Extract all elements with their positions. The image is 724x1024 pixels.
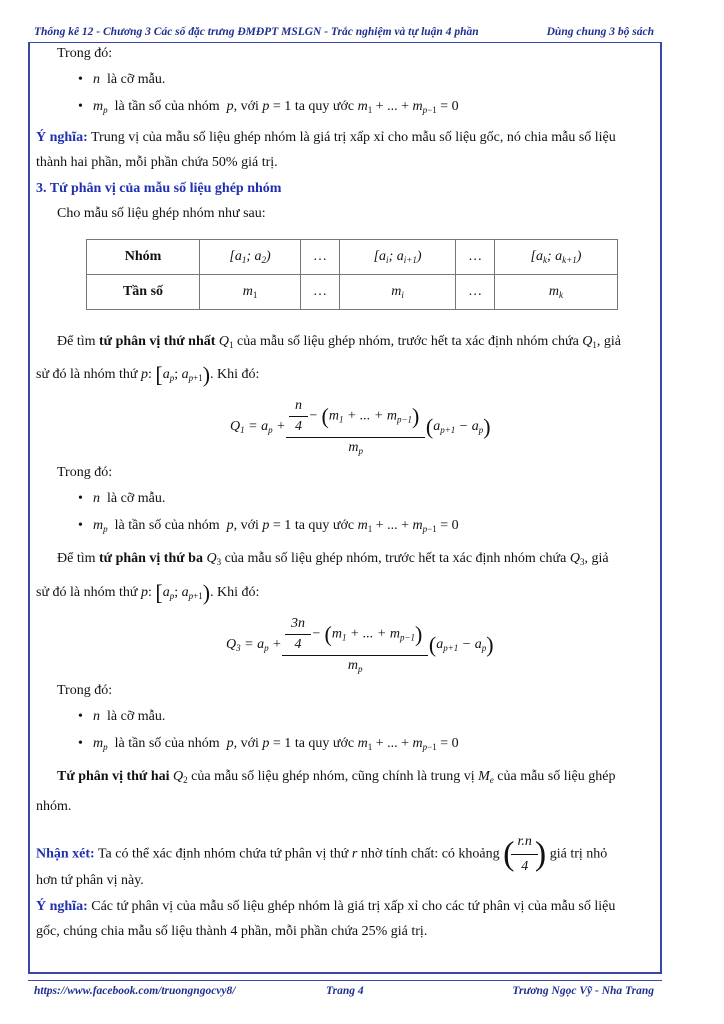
table-cell: [$a_k$; $a_{k+1}$) [494, 240, 617, 275]
trong-do-3: Trong đó: [57, 683, 113, 698]
y-nghia-2: Ý nghĩa: Các tứ phân vị của mẫu số liệu ghép nhóm là giá trị xấp xỉ cho các tứ phân vị của mẫu số liệu [36, 899, 616, 914]
y-nghia-1: Ý nghĩa: Trung vị của mẫu số liệu ghép nhóm là giá trị xấp xỉ cho mẫu số liệu gốc, nó chia mẫu số liệu [36, 130, 616, 145]
q2-text-2: nhóm. [36, 799, 72, 814]
footer-author: Trương Ngọc Vỹ - Nha Trang [512, 985, 654, 997]
table-cell: [$a_i$; $a_{i+1}$) [339, 240, 455, 275]
nhan-xet-2: hơn tứ phân vị này. [36, 873, 144, 888]
table-cell: [$a_1$; $a_2$) [200, 240, 301, 275]
table-cell: … [456, 275, 495, 310]
footer-divider [28, 980, 662, 981]
table-cell: $m_1$ [200, 275, 301, 310]
trong-do-2: Trong đó: [57, 465, 113, 480]
table-cell: $m_i$ [339, 275, 455, 310]
bullet-n-3: • n là cỡ mẫu. [93, 707, 165, 727]
section-3-title: 3. Tứ phân vị của mẫu số liệu ghép nhóm [36, 181, 282, 196]
bullet-mp-2: • $m_p$ là tần số của nhóm p, với p = 1 ta quy ước $m_1$ + ... + $m_{p-1} = 0$ [93, 516, 459, 539]
q1-intro-2: sử đó là nhóm thứ p: [$a_p$; $a_{p+1}$). Khi đó: [36, 362, 260, 387]
q1-intro: Để tìm tứ phân vị thứ nhất $Q_1$ của mẫu số liệu ghép nhóm, trước hết ta xác định nhóm chứa $Q_1$, giả [57, 334, 622, 350]
q3-intro-2: sử đó là nhóm thứ p: [$a_p$; $a_{p+1}$). Khi đó: [36, 580, 260, 605]
header-title: Thống kê 12 - Chương 3 Các số đặc trưng ĐMĐPT MSLGN - Trắc nghiệm và tự luận 4 phần [34, 26, 479, 38]
table-cell: … [301, 240, 340, 275]
table-cell: … [301, 275, 340, 310]
nhan-xet: Nhận xét: Ta có thể xác định nhóm chứa tứ phân vị thứ r nhờ tính chất: có khoảng ( $\frac{r.n}{4}$ ) giá trị nhỏ [36, 832, 656, 877]
grouped-data-table [86, 239, 618, 310]
y-nghia-1b: thành hai phần, mỗi phần chứa 50% giá trị. [36, 155, 278, 170]
table-header-group: Nhóm [87, 240, 200, 275]
bullet-n-2: • n là cỡ mẫu. [93, 489, 165, 509]
table-cell: $m_k$ [494, 275, 617, 310]
header-right: Dùng chung 3 bộ sách [546, 26, 654, 38]
bullet-n-1: • n là cỡ mẫu. [93, 70, 165, 90]
table-header-freq: Tần số [87, 275, 200, 310]
footer-link[interactable]: https://www.facebook.com/truongngocvy8/ [34, 985, 236, 997]
q3-intro: Để tìm tứ phân vị thứ ba $Q_3$ của mẫu số liệu ghép nhóm, trước hết ta xác định nhóm chứa $Q_3$, giả [57, 551, 609, 567]
q2-text: Tứ phân vị thứ hai $Q_2$ của mẫu số liệu ghép nhóm, cũng chính là trung vị $M_e$ của mẫu số liệu ghép [57, 769, 616, 785]
q3-formula: $Q_3 = a_p$ + $\frac{3n}{4}$ − ($m_1$ + ... + $m_{p-1}$) $m_p$ $(a_{p+1} - a_p)$ [226, 616, 494, 674]
table-row-groups [87, 240, 618, 275]
section-3-intro: Cho mẫu số liệu ghép nhóm như sau: [57, 206, 266, 221]
table-cell: … [456, 240, 495, 275]
bullet-mp-1: • $m_p$ là tần số của nhóm p, với p = 1 ta quy ước $m_1$ + ... + $m_{p-1} = 0$ [93, 97, 459, 120]
y-nghia-2b: gốc, chúng chia mẫu số liệu thành 4 phần, mỗi phần chứa 25% giá trị. [36, 924, 428, 939]
page-number: Trang 4 [326, 985, 364, 997]
trong-do-1: Trong đó: [57, 46, 113, 61]
table-row-freq [87, 275, 618, 310]
q1-formula: $Q_1 = a_p$ + $\frac{n}{4}$ − ($m_1$ + ... + $m_{p-1}$) $m_p$ $(a_{p+1} - a_p)$ [230, 398, 491, 456]
bullet-mp-3: • $m_p$ là tần số của nhóm p, với p = 1 ta quy ước $m_1$ + ... + $m_{p-1} = 0$ [93, 734, 459, 757]
